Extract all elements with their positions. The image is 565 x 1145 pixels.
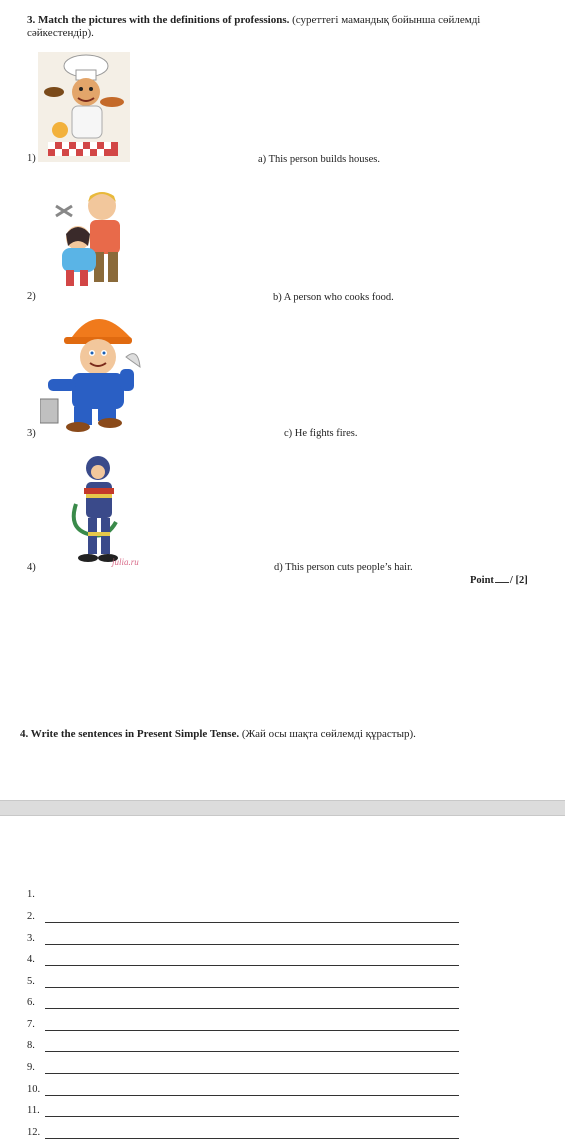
points-blank[interactable] (495, 573, 509, 583)
writing-line-7[interactable] (45, 1030, 459, 1031)
writing-line-4[interactable] (45, 965, 459, 966)
definition-a: a) This person builds houses. (258, 154, 381, 165)
item-1-label: 1) (27, 153, 36, 164)
writing-line-3[interactable] (45, 944, 459, 945)
exercise-3-title: 3. Match the pictures with the definitions of professions. (27, 14, 290, 26)
exercise-3-heading (27, 14, 547, 40)
worksheet-page-2 (0, 815, 565, 1145)
item-3-label: 3) (27, 428, 36, 439)
writing-line-11[interactable] (45, 1116, 459, 1117)
item-2-label: 2) (27, 291, 36, 302)
writing-line-5[interactable] (45, 987, 459, 988)
exercise-3-subtitle: (суреттегі мамандық бойынша сөйлемді сәйкестендір). (27, 14, 481, 39)
line-label-10: 10. (27, 1084, 41, 1095)
line-label-12: 12. (27, 1127, 41, 1138)
writing-line-9[interactable] (45, 1073, 459, 1074)
writing-line-12[interactable] (45, 1138, 459, 1139)
line-label-2: 2. (27, 911, 35, 922)
exercise-4-subtitle: (Жай осы шақта сөйлемді құрастыр). (241, 728, 416, 740)
firefighter-icon (70, 454, 122, 566)
line-label-5: 5. (27, 976, 35, 987)
line-label-3: 3. (27, 933, 35, 944)
writing-line-2[interactable] (45, 922, 459, 923)
line-label-6: 6. (27, 997, 35, 1008)
watermark-text: julia.ru (112, 557, 139, 567)
writing-line-8[interactable] (45, 1051, 459, 1052)
definition-c: c) He fights fires. (284, 428, 358, 439)
points-max: / [2] (509, 575, 528, 586)
line-label-7: 7. (27, 1019, 35, 1030)
line-label-8: 8. (27, 1040, 35, 1051)
cook-icon (38, 52, 130, 162)
definition-b: b) A person who cooks food. (273, 292, 394, 303)
line-label-11: 11. (27, 1105, 40, 1116)
line-label-1: 1. (27, 889, 35, 900)
writing-line-6[interactable] (45, 1008, 459, 1009)
exercise-4-heading (20, 728, 416, 741)
line-label-9: 9. (27, 1062, 35, 1073)
points-label: Point (470, 575, 494, 586)
line-label-4: 4. (27, 954, 35, 965)
definition-d: d) This person cuts people’s hair. (274, 562, 413, 573)
writing-line-10[interactable] (45, 1095, 459, 1096)
item-4-label: 4) (27, 562, 36, 573)
exercise-4-title: 4. Write the sentences in Present Simple Tense. (20, 728, 240, 740)
hairdresser-icon (52, 186, 132, 292)
builder-icon (40, 307, 142, 433)
points-score (470, 573, 528, 587)
